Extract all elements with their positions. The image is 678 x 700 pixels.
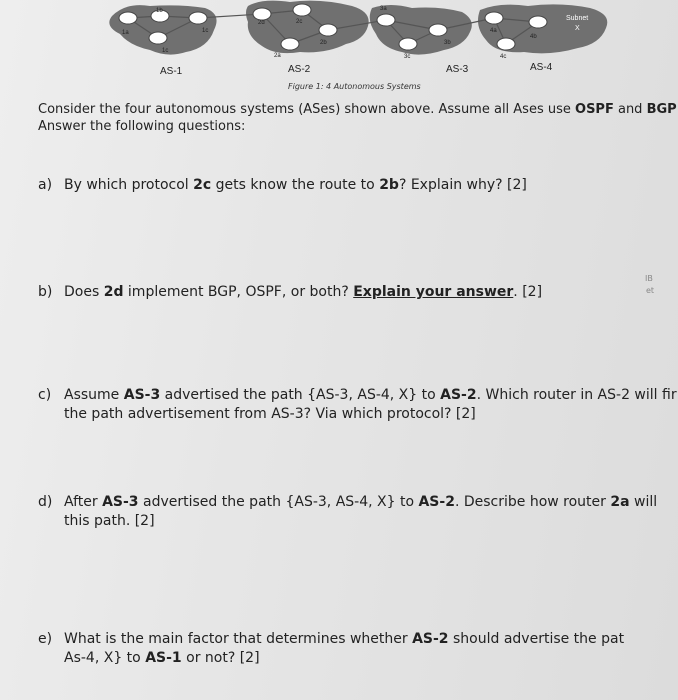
intro-line-2: Answer the following questions: — [38, 119, 246, 134]
qa-t2: gets know the route to — [211, 177, 380, 193]
qd-t3: . Describe how router — [454, 494, 611, 510]
question-b-letter: b) — [38, 284, 53, 300]
qb-underlined: Explain your answer — [353, 284, 514, 300]
intro-bold-bgp: BGP — [646, 102, 677, 117]
router-3b-icon — [429, 24, 447, 36]
qd-t2: advertised the path {AS-3, AS-4, X} to — [138, 494, 419, 510]
as3-label: AS-3 — [446, 64, 469, 75]
router-4c-icon — [497, 38, 515, 50]
qc-t1: Assume — [64, 387, 124, 403]
qe-t1: What is the main factor that determines whether — [64, 631, 413, 647]
qb-t3: . [2] — [513, 284, 543, 300]
qc-line2: the path advertisement from AS-3? Via which protocol? [2] — [64, 406, 476, 422]
as1-label: AS-1 — [160, 66, 183, 77]
intro-line-1 — [38, 101, 678, 118]
qe-line2-post: or not? [2] — [181, 650, 260, 666]
qa-t1: By which protocol — [64, 177, 194, 193]
label-1a: 1a — [122, 30, 129, 36]
router-1c-icon — [189, 12, 207, 24]
qb-b1: 2d — [103, 284, 124, 300]
label-3b: 3b — [444, 40, 451, 46]
qd-line2: this path. [2] — [64, 513, 155, 529]
router-4b-icon — [529, 16, 547, 28]
router-2b-icon — [319, 24, 337, 36]
router-1c-lower-icon — [149, 32, 167, 44]
label-3a: 3a — [380, 6, 387, 12]
question-d — [38, 493, 678, 531]
qe-line2-bold: AS-1 — [145, 650, 182, 666]
router-3c-icon — [399, 38, 417, 50]
router-2d-icon — [253, 8, 271, 20]
label-4a: 4a — [490, 28, 497, 34]
qa-t3: ? Explain why? [2] — [398, 177, 527, 193]
question-b — [38, 283, 678, 302]
margin-note-2: et — [646, 286, 655, 295]
qb-t2: implement BGP, OSPF, or both? — [123, 284, 354, 300]
intro-text: Consider the four autonomous systems (ASes) shown above. Assume all Ases use — [38, 102, 576, 117]
intro-text-and: and — [613, 102, 647, 117]
label-2d: 2d — [258, 20, 265, 26]
qd-b1: AS-3 — [102, 494, 139, 510]
intro-paragraph — [38, 101, 678, 135]
router-2a-icon — [281, 38, 299, 50]
qc-b1: AS-3 — [123, 387, 161, 403]
router-1a-icon — [119, 12, 137, 24]
label-2c: 2c — [296, 19, 303, 25]
qb-t1: Does — [64, 284, 104, 300]
as4-label: AS-4 — [530, 62, 553, 73]
qe-t2: should advertise the pat — [448, 631, 625, 647]
question-d-letter: d) — [38, 494, 53, 510]
label-4b: 4b — [530, 34, 537, 40]
question-a — [38, 176, 678, 195]
router-4a-icon — [485, 12, 503, 24]
label-4c: 4c — [500, 54, 507, 60]
qd-b3: 2a — [610, 494, 630, 510]
question-c-letter: c) — [38, 387, 52, 403]
as3-cloud — [370, 5, 472, 55]
intro-bold-ospf: OSPF — [575, 102, 614, 117]
question-c — [38, 386, 678, 424]
question-a-letter: a) — [38, 177, 53, 193]
as2-label: AS-2 — [288, 64, 311, 75]
qd-t4: will — [629, 494, 658, 510]
router-2c-icon — [293, 4, 311, 16]
qc-t2: advertised the path {AS-3, AS-4, X} to — [160, 387, 441, 403]
label-2b: 2b — [320, 40, 327, 46]
qd-t1: After — [64, 494, 103, 510]
qe-line2-pre: As-4, X} to — [64, 650, 146, 666]
qe-b1: AS-2 — [412, 631, 449, 647]
label-2a: 2a — [274, 53, 281, 59]
router-3a-icon — [377, 14, 395, 26]
question-e — [38, 630, 678, 668]
qc-t3: . Which router in AS-2 will fir — [476, 387, 677, 403]
qa-b2: 2b — [379, 177, 399, 193]
label-1c-lower: 1c — [162, 48, 169, 54]
question-e-letter: e) — [38, 631, 53, 647]
label-1c: 1c — [202, 28, 209, 34]
qc-b2: AS-2 — [440, 387, 477, 403]
margin-note-1: IB — [645, 274, 653, 283]
figure-caption: Figure 1: 4 Autonomous Systems — [288, 82, 421, 91]
qd-b2: AS-2 — [418, 494, 455, 510]
subnet-label: Subnet — [566, 15, 589, 22]
subnet-name: X — [575, 25, 580, 32]
qa-b1: 2c — [193, 177, 212, 193]
label-1b: 1b — [156, 8, 163, 14]
label-3c: 3c — [404, 54, 411, 60]
